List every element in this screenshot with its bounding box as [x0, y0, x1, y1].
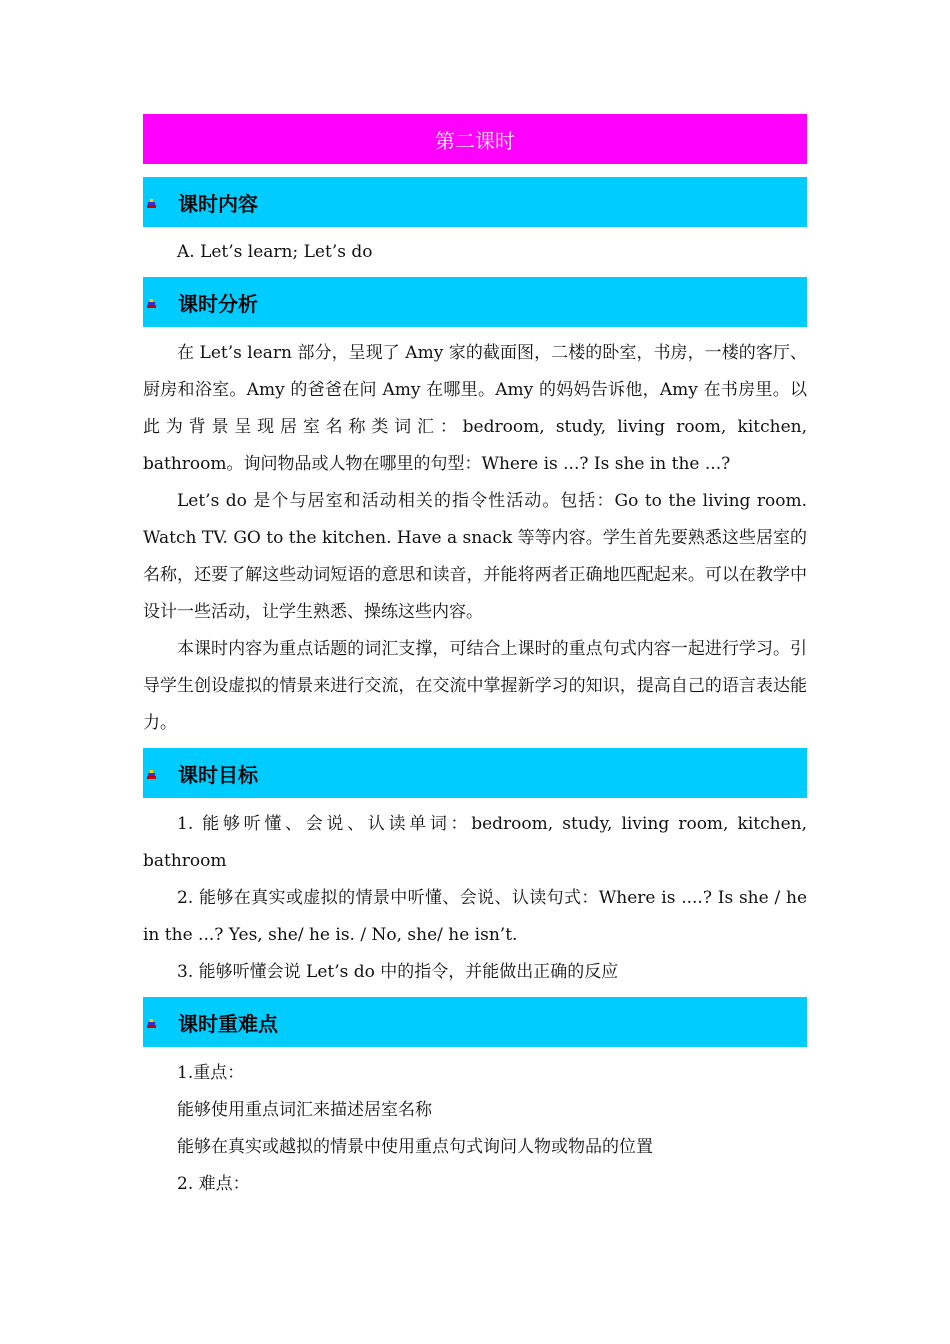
goal-item-2: 2. 能够在真实或虚拟的情景中听懂、会说、认读句式：Where is ....? Is she / he in the ...? Yes, she/ he is. / No, she/ he isn’t.	[143, 888, 807, 945]
section-heading-analysis: 课时分析	[178, 291, 258, 316]
section-bar-content	[143, 177, 807, 227]
goal-item-1: 1. 能够听懂、会说、认读单词：bedroom, study, living room, kitchen, bathroom	[143, 814, 807, 871]
section-bar-analysis	[143, 277, 807, 327]
section-bar-goals	[143, 748, 807, 798]
content-text: A. Let’s learn; Let’s do	[177, 242, 373, 262]
book-bullet-icon	[147, 299, 156, 309]
section-heading-content: 课时内容	[178, 191, 258, 216]
analysis-paragraph-2: Let’s do 是个与居室和活动相关的指令性活动。包括：Go to the living room. Watch TV. GO to the kitchen. Have a snack 等等内容。学生首先要熟悉这些居室的名称，还要了解这些动词短语的意思和读音，并能将两者正确地匹配起来。可以在教学中设计一些活动，让学生熟悉、操练这些内容。	[143, 491, 807, 622]
keypoint-line-3: 能够在真实或越拟的情景中使用重点句式询问人物或物品的位置	[177, 1137, 653, 1157]
keypoint-line-1: 1.重点：	[177, 1063, 245, 1083]
keypoint-line-4: 2. 难点：	[177, 1174, 250, 1194]
goal-item-3: 3. 能够听懂会说 Let’s do 中的指令，并能做出正确的反应	[177, 962, 619, 982]
lesson-title: 第二课时	[435, 128, 515, 153]
section-heading-keypoints: 课时重难点	[178, 1011, 278, 1036]
section-heading-goals: 课时目标	[178, 762, 258, 787]
lesson-title-bar	[143, 114, 807, 164]
analysis-paragraph-3: 本课时内容为重点话题的词汇支撑，可结合上课时的重点句式内容一起进行学习。引导学生创设虚拟的情景来进行交流，在交流中掌握新学习的知识，提高自己的语言表达能力。	[143, 639, 807, 733]
book-bullet-icon	[147, 770, 156, 780]
keypoint-line-2: 能够使用重点词汇来描述居室名称	[177, 1100, 432, 1120]
book-bullet-icon	[147, 199, 156, 209]
section-bar-keypoints	[143, 997, 807, 1047]
document-page	[143, 114, 807, 1203]
book-bullet-icon	[147, 1019, 156, 1029]
analysis-paragraph-1: 在 Let’s learn 部分，呈现了 Amy 家的截面图，二楼的卧室，书房，一楼的客厅、厨房和浴室。Amy 的爸爸在问 Amy 在哪里。Amy 的妈妈告诉他，Amy 在书房里。以此为背景呈现居室名称类词汇：bedroom, study, living room, kitchen, bathroom。询问物品或人物在哪里的句型：Where is ...? Is she in the ...?	[143, 343, 807, 474]
